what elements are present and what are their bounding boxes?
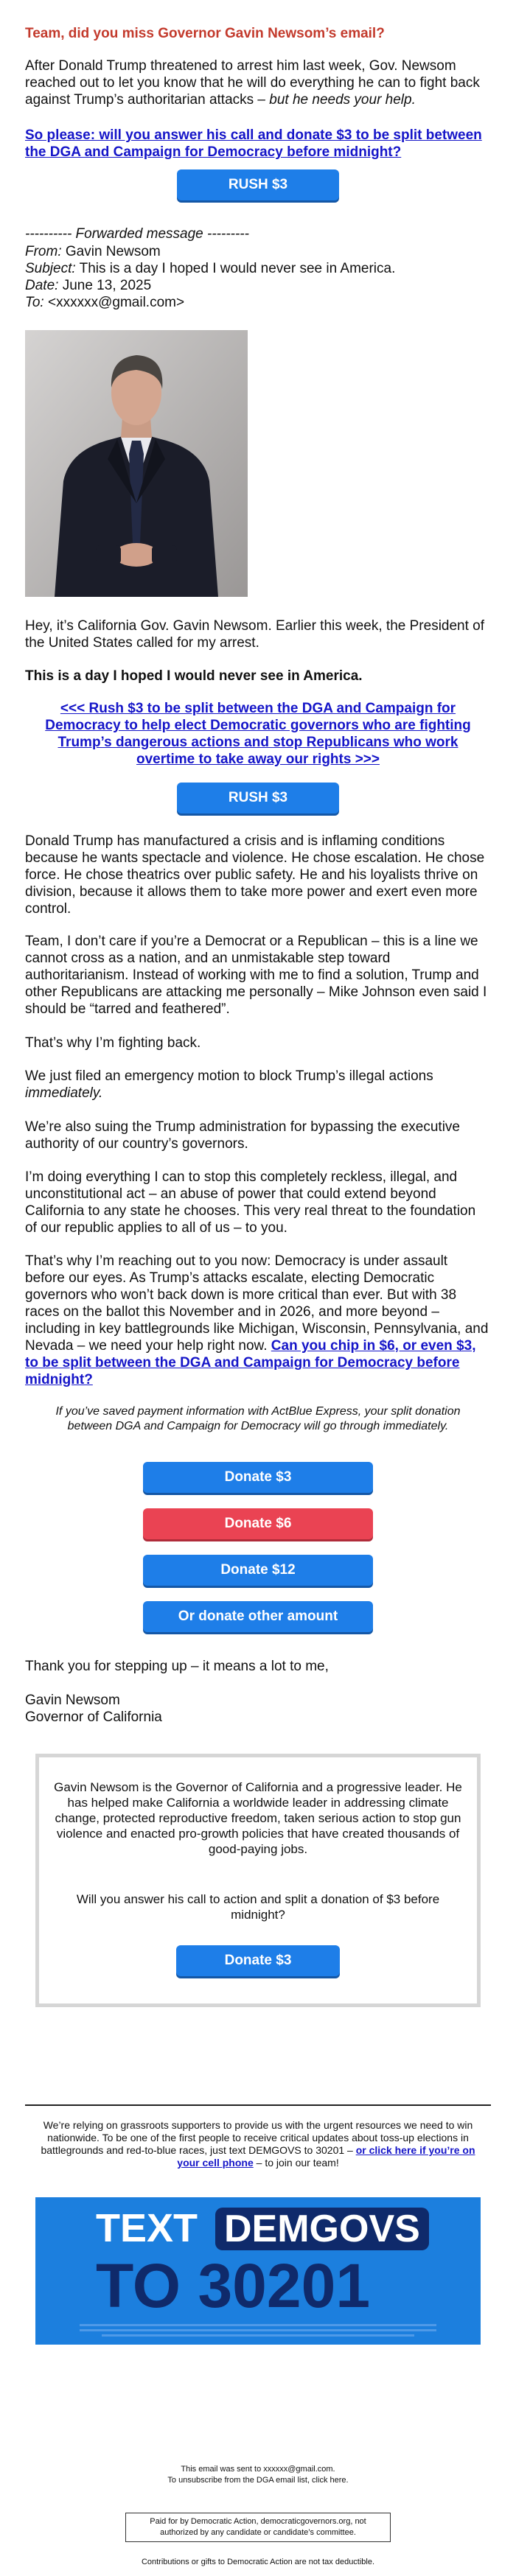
- donate-other-button[interactable]: Or donate other amount: [143, 1601, 373, 1632]
- to-value: <xxxxxx@gmail.com>: [48, 295, 185, 310]
- closing-line: Thank you for stepping up – it means a lot to me,: [25, 1659, 329, 1674]
- rush-button-2[interactable]: RUSH $3: [177, 783, 339, 813]
- email-title: Team, did you miss Governor Gavin Newsom’s email?: [25, 26, 385, 41]
- to-label: To:: [25, 295, 44, 310]
- signature-title: Governor of California: [25, 1709, 162, 1725]
- forward-to: [25, 294, 491, 311]
- banner-fine-print-line-3: [102, 2334, 414, 2337]
- grassroots-paragraph: [29, 2119, 487, 2169]
- democracy-text: That’s why I’m reaching out to you now: Democracy is under assault before our eyes. As Trump’s attacks escalate, electing Democratic governors who won’t back down is more critical than ever. But with 38 races on the ballot this November and in 2026, and more beyond – including in key battlegrounds like Michigan, Wisconsin, Pennsylvania, and Nevada – we need your help right now.: [25, 1253, 489, 1354]
- portrait-image: [25, 330, 248, 597]
- sent-to-line: This email was sent to xxxxxx@gmail.com.: [181, 2465, 335, 2474]
- text-demgovs-banner[interactable]: [35, 2197, 481, 2345]
- newsom-photo: [25, 330, 248, 597]
- from-value: Gavin Newsom: [65, 244, 161, 259]
- banner-keyword: DEMGOVS: [215, 2208, 429, 2250]
- tax-disclaimer: Contributions or gifts to Democratic Action are not tax deductible.: [141, 2558, 375, 2566]
- motion-italic: immediately.: [25, 1085, 103, 1101]
- bio-box: [35, 1754, 481, 2007]
- donate-12-button[interactable]: Donate $12: [143, 1555, 373, 1586]
- paragraph-suing: We’re also suing the Trump administration for bypassing the executive authority of our country’s governors.: [25, 1119, 461, 1152]
- paid-for-box: [125, 2513, 391, 2542]
- subject-value: This is a day I hoped I would never see in America.: [79, 261, 396, 276]
- center-ask-paragraph: [43, 700, 473, 768]
- intro-italic: but he needs your help.: [269, 92, 416, 108]
- paragraph-never-see: This is a day I hoped I would never see in America.: [25, 668, 363, 684]
- grassroots-text: We’re relying on grassroots supporters to provide us with the urgent resources we need to win nationwide. To be one of the first people to receive critical updates about toss-up elections in battlegrounds and red-to-blue races, just text DEMGOVS to 30201 –: [41, 2119, 473, 2156]
- date-value: June 13, 2025: [62, 278, 152, 293]
- paragraph-fighting-back: That’s why I’m fighting back.: [25, 1035, 201, 1051]
- bio-donate-button[interactable]: Donate $3: [176, 1945, 340, 1976]
- bio-ask: Will you answer his call to action and split a donation of $3 before midnight?: [76, 1892, 440, 1922]
- bio-text: Gavin Newsom is the Governor of California and a progressive leader. He has helped make California a worldwide leader in addressing climate change, protected reproductive freedom, taken serious action to stop gun violence and enacted pro-growth policies that have created thousands of good-paying jobs.: [54, 1780, 462, 1856]
- rush-button-1[interactable]: RUSH $3: [177, 169, 339, 200]
- ask-paragraph-1: [25, 127, 491, 161]
- banner-shortcode: TO 30201: [96, 2251, 371, 2320]
- forward-from: [25, 243, 491, 260]
- from-label: From:: [25, 244, 62, 259]
- banner-fine-print-line-2: [80, 2329, 436, 2331]
- intro-paragraph: [25, 57, 491, 108]
- signature-name: Gavin Newsom: [25, 1693, 120, 1708]
- paragraph-emergency-motion: [25, 1068, 491, 1102]
- banner-fine-print-line-1: [80, 2324, 436, 2326]
- motion-text: We just filed an emergency motion to block Trump’s illegal actions: [25, 1068, 433, 1084]
- intro-text: After Donald Trump threatened to arrest him last week, Gov. Newsom reached out to let you know that he will do everything he can to fight back against Trump’s authoritarian attacks –: [25, 58, 480, 108]
- paid-for-text: Paid for by Democratic Action, democraticgovernors.org, not authorized by any candidate or candidate’s committee.: [150, 2517, 366, 2537]
- banner-text-word: TEXT: [96, 2206, 198, 2250]
- donate-ask-link-3[interactable]: Can you chip in $6, or even $3, to be split between the DGA and Campaign for Democracy before midnight?: [25, 1338, 476, 1387]
- divider: [25, 2104, 491, 2106]
- donate-3-button[interactable]: Donate $3: [143, 1462, 373, 1493]
- actblue-note: If you’ve saved payment information with ActBlue Express, your split donation between DGA and Campaign for Democracy will go through immediately.: [55, 1405, 461, 1432]
- unsubscribe-line[interactable]: [74, 2475, 442, 2486]
- date-label: Date:: [25, 278, 59, 293]
- paragraph-line: Team, I don’t care if you’re a Democrat or a Republican – this is a line we cannot cross as a nation, and an unmistakable step toward authoritarianism. Instead of working with me to find a solution, Trump and other Republicans are attacking me personally – Mike Johnson even said I should be “tarred and feathered”.: [25, 934, 487, 1017]
- paragraph-democracy: [25, 1253, 491, 1388]
- forward-subject: [25, 260, 491, 277]
- donate-ask-link-1[interactable]: So please: will you answer his call and donate $3 to be split between the DGA and Campaign for Democracy before midnight?: [25, 127, 482, 160]
- donate-ask-link-2[interactable]: <<< Rush $3 to be split between the DGA and Campaign for Democracy to help elect Democratic governors who are fighting Trump’s dangerous actions and stop Republicans who work overtime to take away our rights >>>: [45, 701, 471, 767]
- donate-6-button[interactable]: Donate $6: [143, 1508, 373, 1539]
- paragraph-crisis: Donald Trump has manufactured a crisis and is inflaming conditions because he wants spectacle and violence. He chose escalation. He chose force. He chose theatrics over public safety. He and his loyalists thrive on division, because it allows them to take more power and exert even more control.: [25, 833, 485, 917]
- grassroots-tail: – to join our team!: [256, 2157, 339, 2169]
- forward-date: [25, 277, 491, 294]
- subject-label: Subject:: [25, 261, 76, 276]
- paragraph-arrest: Hey, it’s California Gov. Gavin Newsom. Earlier this week, the President of the United States called for my arrest.: [25, 618, 485, 651]
- unsubscribe-link[interactable]: To unsubscribe from the DGA email list, click here.: [167, 2476, 349, 2485]
- forwarded-header: ---------- Forwarded message ---------: [25, 226, 249, 242]
- sms-signup-link[interactable]: or click here if you’re on your cell phone: [177, 2144, 475, 2169]
- paragraph-reckless: I’m doing everything I can to stop this completely reckless, illegal, and unconstitutional act – an abuse of power that could extend beyond California to any state he chooses. This very real threat to the foundation of our republic applies to all of us – to you.: [25, 1169, 476, 1236]
